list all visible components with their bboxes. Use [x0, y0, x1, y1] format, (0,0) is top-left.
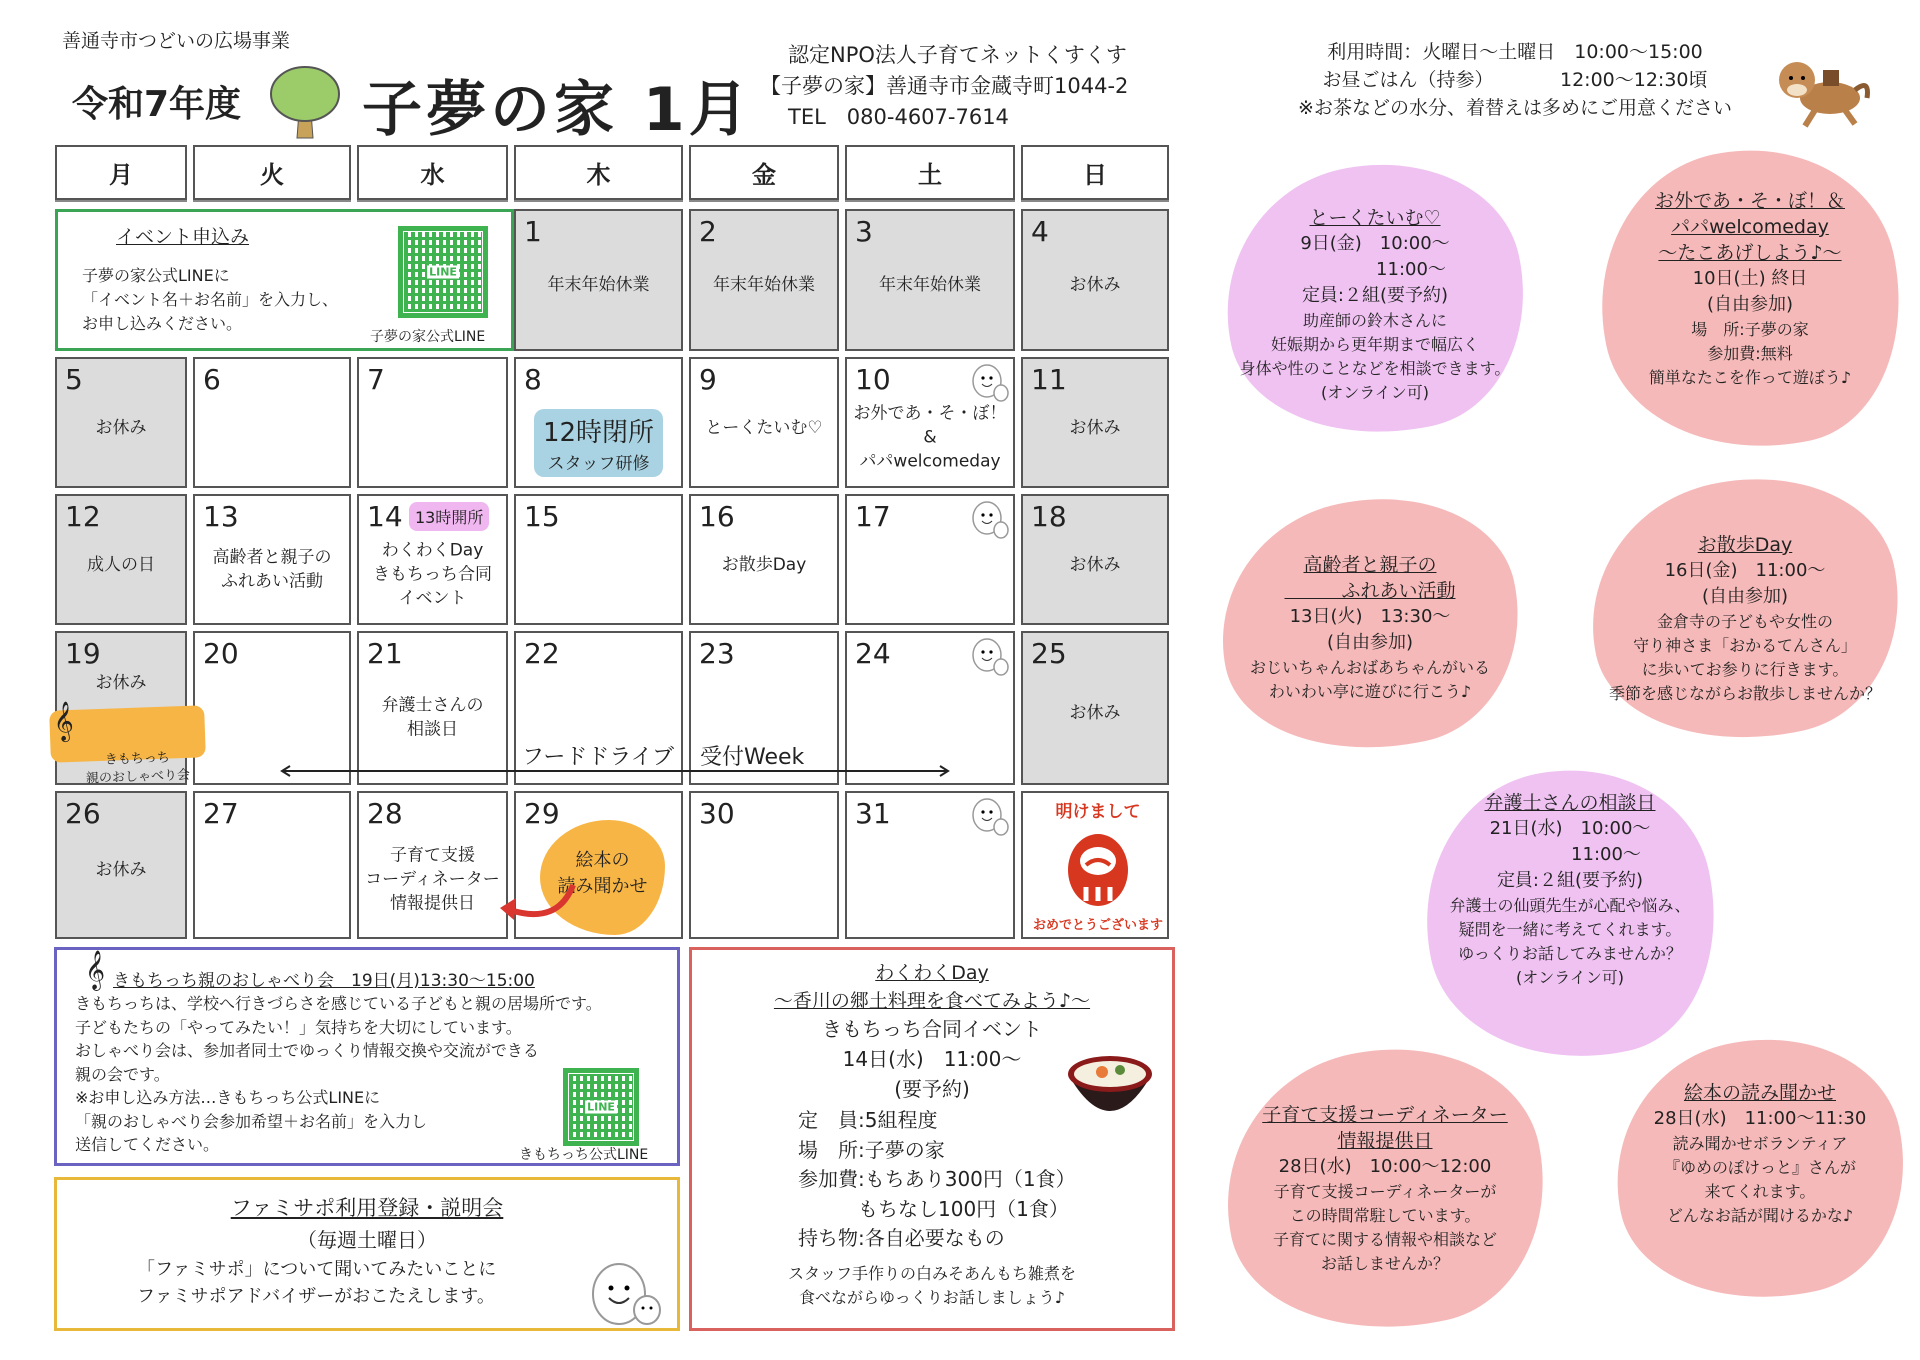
event-card-content [1585, 1040, 1920, 1228]
event-card-talk-time [1195, 165, 1555, 435]
calendar-day-12[interactable] [55, 494, 187, 625]
wakuwaku-title: わくわくDay [875, 962, 989, 984]
calendar-day-10[interactable] [845, 357, 1015, 488]
qr-line-label: LINE [429, 265, 457, 279]
horse-icon [1775, 48, 1870, 130]
treble-clef-icon: 𝄞 [52, 700, 75, 742]
event-card-desc: おじいちゃんおばあちゃんがいる [1249, 658, 1490, 677]
wakuwaku-footer [692, 1262, 1172, 1310]
day-number: 25 [1031, 637, 1067, 670]
event-card-desc: 季節を感じながらお散歩しませんか？ [1608, 684, 1881, 703]
day-number: 8 [524, 363, 542, 396]
weekday-4: 金 [689, 145, 839, 200]
kimochi-line: 子どもたちの「やってみたい！」気持ちを大切にしています。 [75, 1017, 522, 1037]
smiley-mascot-icon [971, 797, 1009, 837]
event-card-title: お散歩Day [1697, 534, 1793, 556]
event-card-title: ～たこあげしよう♪～ [1658, 242, 1842, 264]
day-event-text: お休み [1069, 702, 1121, 723]
event-card-desc: (オンライン可) [1515, 968, 1624, 987]
kimochi-line: 送信してください。 [75, 1135, 220, 1154]
smiley-mascot-icon [587, 1260, 667, 1326]
event-card-desc: 『ゆめのぽけっと』さんが [1663, 1158, 1856, 1177]
day-number: 28 [367, 797, 403, 830]
day-number: 16 [699, 500, 735, 533]
famisapo-line: 「ファミサポ」について聞いてみたいことに [137, 1259, 497, 1280]
event-card-desc: 助産師の鈴木さんに [1302, 311, 1447, 330]
kimochi-badge-text: きもちっち 親のおしゃべり会 [85, 750, 191, 787]
daruma-icon [1026, 795, 1170, 935]
day-event-text: お散歩Day [721, 554, 807, 575]
event-card-line: 11:00～ [1499, 844, 1641, 865]
kimochi-line: ※お申し込み方法…きもちっち公式LINEに [75, 1088, 381, 1107]
famisapo-line: ファミサポアドバイザーがおこたえします。 [137, 1286, 495, 1307]
food-drive-label: フードドライブ [522, 745, 675, 770]
event-card-desc: 簡単なたこを作って遊ぼう♪ [1648, 368, 1852, 387]
wakuwaku-line: きもちっち合同イベント [822, 1017, 1042, 1041]
page-title: 子夢の家 1月 [362, 75, 753, 145]
org-name: 認定NPO法人子育てネットくすくす [788, 43, 1127, 67]
day-event-text: とーくたいむ♡ [705, 417, 823, 438]
usage-note: ※お茶などの水分、着替えは多めにご用意ください [1298, 97, 1732, 119]
event-signup-title: イベント申込み [116, 226, 250, 248]
svg-text:明けまして: 明けまして [1055, 802, 1141, 822]
wakuwaku-detail: 参加費:もちあり300円（1食） [798, 1167, 1076, 1191]
smiley-mascot-icon [971, 363, 1009, 403]
event-card-content [1195, 1050, 1575, 1276]
calendar-day-20[interactable] [193, 631, 351, 785]
svg-text:おめでとうございます: おめでとうございます [1032, 918, 1164, 933]
org-address: 【子夢の家】善通寺市金蔵寺町1044-2 [760, 74, 1129, 98]
event-card-picture-book-reading [1585, 1040, 1920, 1300]
famisapo-title: ファミサポ利用登録・説明会 [230, 1196, 504, 1220]
org-tel: TEL 080-4607-7614 [788, 105, 1009, 129]
wakuwaku-detail: 場 所:子夢の家 [798, 1137, 945, 1162]
smiley-mascot-icon [971, 637, 1009, 677]
calendar-day-14[interactable] [357, 494, 508, 625]
event-card-title: 高齢者と親子の [1303, 554, 1437, 576]
qr-caption: 子夢の家公式LINE [370, 329, 486, 345]
calendar-day-26[interactable] [55, 791, 187, 939]
day-number: 21 [367, 637, 403, 670]
calendar-day-18[interactable] [1021, 494, 1169, 625]
day-number: 3 [855, 215, 873, 248]
wakuwaku-line: 14日(水) 11:00～ [842, 1047, 1022, 1071]
event-card-line: 13日(火) 13:30～ [1289, 606, 1451, 627]
day-event-text: わくわくDay きもちっち合同 イベント [373, 539, 492, 608]
org-info [760, 40, 1128, 133]
event-card-line: 16日(金) 11:00～ [1664, 560, 1826, 581]
calendar-day-31[interactable] [845, 791, 1015, 939]
famisapo-schedule: （毎週土曜日） [297, 1228, 437, 1252]
food-drive-week-label: 受付Week [700, 745, 805, 770]
curved-arrow-icon [498, 880, 578, 930]
day-number: 17 [855, 500, 891, 533]
famisapo-body [137, 1256, 496, 1310]
event-card-desc: 金倉寺の子どもや女性の [1656, 612, 1833, 631]
calendar-day-3[interactable] [845, 209, 1015, 351]
day-event-text: 年末年始休業 [879, 274, 981, 295]
fiscal-year: 令和7年度 [72, 84, 242, 125]
wakuwaku-day-box [689, 947, 1175, 1331]
event-card-desc: どんなお話が聞けるかな♪ [1666, 1206, 1854, 1225]
day-number: 15 [524, 500, 560, 533]
event-card-title: とーくたいむ♡ [1309, 207, 1441, 229]
day-event-text: お休み [1069, 274, 1121, 295]
day-number: 9 [699, 363, 717, 396]
event-card-content [1560, 480, 1920, 706]
day-number: 31 [855, 797, 891, 830]
day-number: 12 [65, 500, 101, 533]
new-year-stamp [1026, 795, 1170, 935]
day-number: 2 [699, 215, 717, 248]
event-card-title: 子育て支援コーディネーター [1262, 1104, 1508, 1126]
day-event-text: お休み [1069, 417, 1121, 438]
day-number: 19 [65, 637, 101, 670]
day-number: 11 [1031, 363, 1067, 396]
calendar-day-6[interactable] [193, 357, 351, 488]
event-card-line: 28日(水) 11:00～11:30 [1653, 1108, 1867, 1129]
event-card-title: パパwelcomeday [1671, 216, 1829, 238]
calendar-day-24[interactable] [845, 631, 1015, 785]
day-number: 27 [203, 797, 239, 830]
day-number: 5 [65, 363, 83, 396]
day-number: 30 [699, 797, 735, 830]
event-card-desc: (オンライン可) [1320, 383, 1429, 402]
day-number: 23 [699, 637, 735, 670]
weekday-5: 土 [845, 145, 1015, 200]
day-event-text: お休み [95, 673, 147, 693]
wakuwaku-subtitle: ～香川の郷土料理を食べてみよう♪～ [773, 990, 1091, 1012]
weekday-0: 月 [55, 145, 187, 200]
event-card-desc: 守り神さま「おかるてんさん」 [1633, 636, 1857, 655]
kimochi-info-box [54, 947, 680, 1166]
event-card-content [1195, 165, 1555, 405]
kimochi-line: きもちっちは、学校へ行きづらさを感じている子どもと親の居場所です。 [75, 994, 602, 1013]
wakuwaku-detail: もちなし100円（1食） [798, 1196, 1069, 1221]
line-qr-code[interactable] [398, 226, 488, 318]
kimochi-qr-caption: きもちっち公式LINE [519, 1147, 649, 1163]
calendar-day-1[interactable] [514, 209, 683, 351]
tree-icon [265, 62, 345, 142]
event-card-desc: 場 所:子夢の家 [1691, 320, 1809, 339]
famisapo-box [54, 1177, 680, 1331]
kimochi-body [75, 992, 602, 1157]
event-card-desc: に歩いてお参りに行きます。 [1641, 660, 1849, 679]
food-drive-arrow-icon [280, 764, 950, 778]
day-number: 29 [524, 797, 560, 830]
event-card-title: ふれあい活動 [1284, 580, 1456, 602]
event-card-lawyer-consultation [1395, 770, 1745, 1060]
calendar-day-11[interactable] [1021, 357, 1169, 488]
event-signup-body: 子夢の家公式LINEに 「イベント名＋お名前」を入力し、 お申し込みください。 [82, 266, 339, 333]
day-number: 1 [524, 215, 542, 248]
treble-clef-icon: 𝄞 [85, 950, 106, 990]
day-event-text: 年末年始休業 [547, 274, 650, 295]
event-card-line: 11:00～ [1304, 259, 1446, 280]
event-card-outdoor-play [1570, 150, 1920, 450]
wakuwaku-footer-line: スタッフ手作りの白みそあんもち雑煮を [787, 1264, 1076, 1283]
usage-info [1265, 38, 1765, 122]
event-card-title: 情報提供日 [1337, 1130, 1433, 1152]
event-card-content [1190, 500, 1550, 704]
kimochi-line: 「親のおしゃべり会参加希望＋お名前」を入力し [75, 1111, 428, 1131]
program-name: 善通寺市つどいの広場事業 [62, 30, 291, 52]
calendar-day-13[interactable] [193, 494, 351, 625]
wakuwaku-details [798, 1106, 1076, 1254]
weekday-2: 水 [357, 145, 508, 200]
closing-time-badge [534, 409, 663, 477]
event-card-title: お外であ・そ・ぼ！＆ [1654, 190, 1845, 212]
event-card-desc: お話しませんか？ [1320, 1254, 1449, 1273]
weekday-1: 火 [193, 145, 351, 200]
calendar-day-7[interactable] [357, 357, 508, 488]
day-number: 26 [65, 797, 101, 830]
day-event-text: お休み [95, 417, 147, 438]
lunch-time: お昼ごはん（持参） 12:00～12:30頃 [1322, 69, 1708, 91]
calendar-day-25[interactable] [1021, 631, 1169, 785]
event-card-line: (自由参加) [1326, 632, 1414, 653]
event-card-elderly-exchange [1190, 500, 1550, 750]
wakuwaku-footer-line: 食べながらゆっくりお話しましょう♪ [798, 1288, 1066, 1307]
day-number: 18 [1031, 500, 1067, 533]
calendar-day-4[interactable] [1021, 209, 1169, 351]
event-card-line: 9日(金) 10:00～ [1300, 233, 1450, 254]
day-number: 20 [203, 637, 239, 670]
day-number: 4 [1031, 215, 1049, 248]
calendar-day-15[interactable] [514, 494, 683, 625]
event-signup-box [55, 209, 514, 351]
kimochi-badge [49, 700, 206, 787]
day-number: 7 [367, 363, 385, 396]
wakuwaku-detail: 定 員:5組程度 [798, 1108, 938, 1132]
event-card-line: (自由参加) [1701, 586, 1789, 607]
day-event-text: 弁護士さんの 相談日 [381, 695, 484, 740]
day-event-text: お外であ・そ・ぼ！ & パパwelcomeday [853, 402, 1007, 471]
day-number: 22 [524, 637, 560, 670]
day-number: 6 [203, 363, 221, 396]
kimochi-line: おしゃべり会は、参加者同士でゆっくり情報交換や交流ができる [75, 1041, 539, 1060]
calendar-day-5[interactable] [55, 357, 187, 488]
day-number: 14 [367, 500, 403, 533]
event-card-desc: 疑問を一緒に考えてくれます。 [1458, 920, 1682, 939]
day-number: 10 [855, 363, 891, 396]
event-card-walk-day [1560, 480, 1920, 740]
event-card-line: 定員:２組(要予約) [1496, 870, 1644, 891]
event-card-desc: 身体や性のことなどを相談できます。 [1239, 359, 1511, 378]
weekday-3: 木 [514, 145, 683, 200]
event-card-desc: わいわい亭に遊びに行こう♪ [1268, 682, 1472, 701]
event-card-desc: この時間常駐しています。 [1289, 1206, 1481, 1225]
event-card-desc: 参加費:無料 [1707, 344, 1793, 363]
kimochi-line-qr-code[interactable] [563, 1068, 639, 1146]
event-card-desc: 弁護士の仙頭先生が心配や悩み、 [1449, 896, 1691, 915]
event-card-line: 21日(水) 10:00～ [1489, 818, 1651, 839]
kimochi-title: きもちっち親のおしゃべり会 19日(月)13:30～15:00 [113, 971, 535, 991]
event-card-desc: 子育てに関する情報や相談など [1272, 1230, 1497, 1249]
event-card-desc: 読み聞かせボランティア [1672, 1134, 1848, 1153]
opening-time-badge: 13時開所 [409, 502, 489, 531]
weekday-6: 日 [1021, 145, 1169, 200]
event-card-line: 28日(水) 10:00～12:00 [1278, 1156, 1492, 1177]
calendar-day-16[interactable] [689, 494, 839, 625]
picture-book-badge-text: 絵本の 読み聞かせ [557, 850, 648, 897]
zoni-bowl-icon [1064, 1048, 1156, 1130]
usage-hours: 利用時間：火曜日～土曜日 10:00～15:00 [1327, 41, 1703, 63]
event-card-content [1395, 770, 1745, 990]
event-card-line: 10日(土) 終日 [1692, 268, 1808, 289]
calendar-day-9[interactable] [689, 357, 839, 488]
event-card-coordinator-info [1195, 1050, 1575, 1330]
badge-subtext: スタッフ研修 [547, 454, 650, 474]
qr-line-label: LINE [587, 1100, 615, 1114]
event-card-title: 絵本の読み聞かせ [1683, 1082, 1836, 1104]
event-card-title: 弁護士さんの相談日 [1484, 792, 1656, 814]
day-event-text: 年末年始休業 [713, 274, 815, 295]
day-number: 13 [203, 500, 239, 533]
smiley-mascot-icon [971, 500, 1009, 540]
calendar-day-21[interactable] [357, 631, 508, 785]
event-card-desc: 来てくれます。 [1704, 1182, 1816, 1201]
day-event-text: お休み [1069, 554, 1121, 575]
calendar-day-27[interactable] [193, 791, 351, 939]
event-card-line: (自由参加) [1706, 294, 1794, 315]
event-card-desc: ゆっくりお話してみませんか？ [1458, 944, 1682, 963]
event-card-desc: 妊娠期から更年期まで幅広く [1270, 335, 1479, 354]
calendar-day-8[interactable] [514, 357, 683, 488]
day-event-text: 子育て支援 コーディネーター 情報提供日 [365, 845, 500, 914]
day-event-text: 成人の日 [87, 554, 155, 575]
calendar-day-2[interactable] [689, 209, 839, 351]
calendar-day-17[interactable] [845, 494, 1015, 625]
wakuwaku-line: (要予約) [894, 1077, 970, 1101]
calendar-day-30[interactable] [689, 791, 839, 939]
day-event-text: お休み [95, 859, 147, 880]
day-event-text: 高齢者と親子の ふれあい活動 [212, 547, 332, 592]
event-card-desc: 子育て支援コーディネーターが [1273, 1182, 1497, 1201]
wakuwaku-detail: 持ち物:各自必要なもの [798, 1226, 1005, 1250]
calendar-day-28[interactable] [357, 791, 508, 939]
event-card-content [1570, 150, 1920, 390]
event-card-line: 定員:２組(要予約) [1301, 285, 1449, 306]
kimochi-line: 親の会です。 [75, 1064, 170, 1084]
day-number: 24 [855, 637, 891, 670]
badge-text: 12時閉所 [542, 418, 655, 448]
